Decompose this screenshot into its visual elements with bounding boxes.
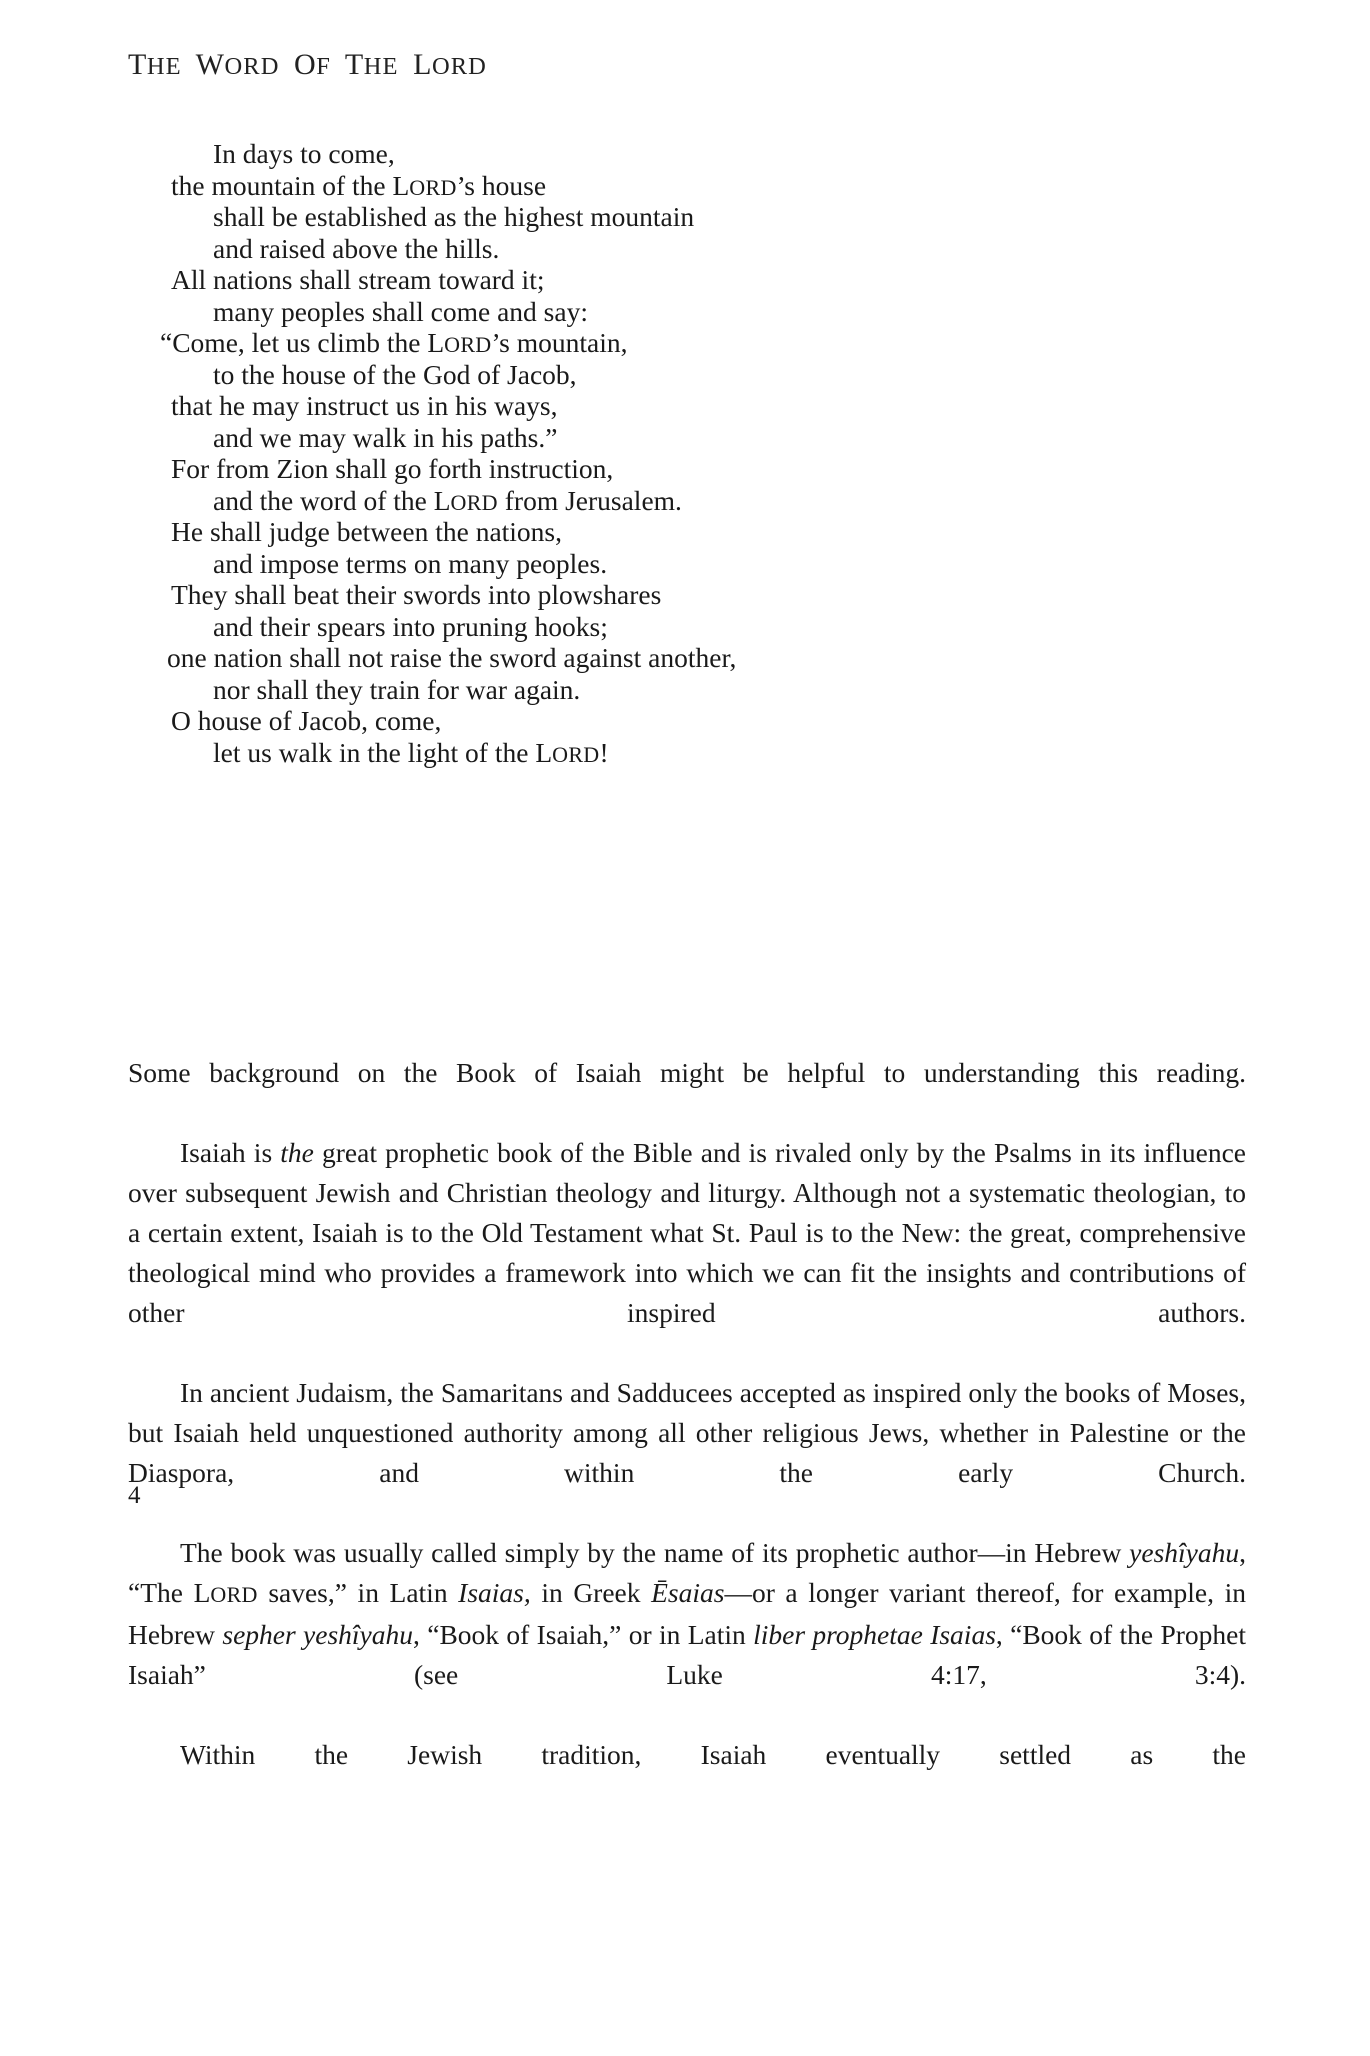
- commentary-paragraph: In ancient Judaism, the Samaritans and Sadducees accepted as inspired only the books of Moses, but Isaiah held unquestioned authority among all other religious Jews, whether in Palestine or the Diaspora, and within the early Church.: [128, 1377, 1246, 1488]
- verse-line: one nation shall not raise the sword against another,: [167, 642, 737, 673]
- verse-line: and raised above the hills.: [213, 232, 500, 264]
- verse-line: that he may instruct us in his ways,: [171, 390, 558, 421]
- running-head-word: THE: [344, 48, 399, 81]
- verse-line: For from Zion shall go forth instruction,: [171, 453, 614, 484]
- commentary-paragraph: The book was usually called simply by the name of its prophetic author—in Hebrew yeshîyahu, “The LORD saves,” in Latin Isaias, in Greek Ēsaias—or a longer variant thereof, for example, in Hebrew sepher yeshîyahu, “Book of Isaiah,” or in Latin liber prophetae Isaias, “Book of the Prophet Isaiah” (see Luke 4:17, 3:4).: [128, 1537, 1246, 1690]
- lord-smallcaps: LORD: [193, 1577, 258, 1608]
- running-head-word: OF: [294, 48, 331, 81]
- verse-line: and the word of the LORD from Jerusalem.: [213, 484, 682, 516]
- verse-line: the mountain of the LORD’s house: [171, 169, 547, 201]
- italic-term: Ēsaias: [651, 1577, 725, 1608]
- running-head-word: THE: [128, 48, 182, 81]
- running-head: [128, 48, 487, 82]
- italic-term: liber prophetae Isaias: [753, 1619, 996, 1650]
- lord-smallcaps: LORD: [392, 169, 457, 201]
- verse-line: let us walk in the light of the LORD!: [213, 736, 609, 768]
- lord-smallcaps: LORD: [427, 327, 492, 358]
- italic-term: sepher yeshîyahu: [222, 1619, 414, 1650]
- verse-line: shall be established as the highest mountain: [213, 201, 695, 232]
- verse-line: nor shall they train for war again.: [213, 673, 581, 705]
- verse-line: to the house of the God of Jacob,: [213, 358, 577, 390]
- lord-smallcaps: LORD: [433, 484, 498, 516]
- verse-line: All nations shall stream toward it;: [171, 264, 545, 295]
- commentary-paragraph: Isaiah is the great prophetic book of the Bible and is rivaled only by the Psalms in its influence over subsequent Jewish and Christian theology and liturgy. Although not a systematic theologian, to a certain extent, Isaiah is to the Old Testament what St. Paul is to the New: the great, comprehensive theological mind who provides a framework into which we can fit the insights and contributions of other inspired authors.: [128, 1137, 1246, 1328]
- running-head-word: LORD: [413, 48, 487, 81]
- commentary-prose: [128, 1053, 1246, 1815]
- italic-term: yeshîyahu: [1129, 1537, 1240, 1568]
- verse-line: and impose terms on many peoples.: [213, 547, 608, 579]
- scripture-poetry-block: [128, 138, 1243, 768]
- italic-term: Isaias,: [458, 1577, 531, 1608]
- lord-smallcaps: LORD: [535, 736, 600, 768]
- verse-line: He shall judge between the nations,: [171, 516, 563, 547]
- italic-term: the: [280, 1137, 314, 1168]
- verse-line: and we may walk in his paths.”: [213, 421, 558, 453]
- commentary-paragraph: Some background on the Book of Isaiah might be helpful to understanding this reading.: [128, 1057, 1246, 1088]
- verse-line: O house of Jacob, come,: [171, 705, 442, 736]
- verse-line: In days to come,: [213, 138, 395, 169]
- commentary-paragraph: Within the Jewish tradition, Isaiah eventually settled as the: [180, 1739, 1246, 1770]
- running-head-word: WORD: [195, 48, 280, 81]
- verse-line: many peoples shall come and say:: [213, 295, 588, 327]
- verse-line: and their spears into pruning hooks;: [213, 610, 608, 642]
- page-number: 4: [128, 1482, 141, 1509]
- verse-line: “Come, let us climb the LORD’s mountain,: [160, 327, 628, 358]
- verse-line: They shall beat their swords into plowshares: [171, 579, 662, 610]
